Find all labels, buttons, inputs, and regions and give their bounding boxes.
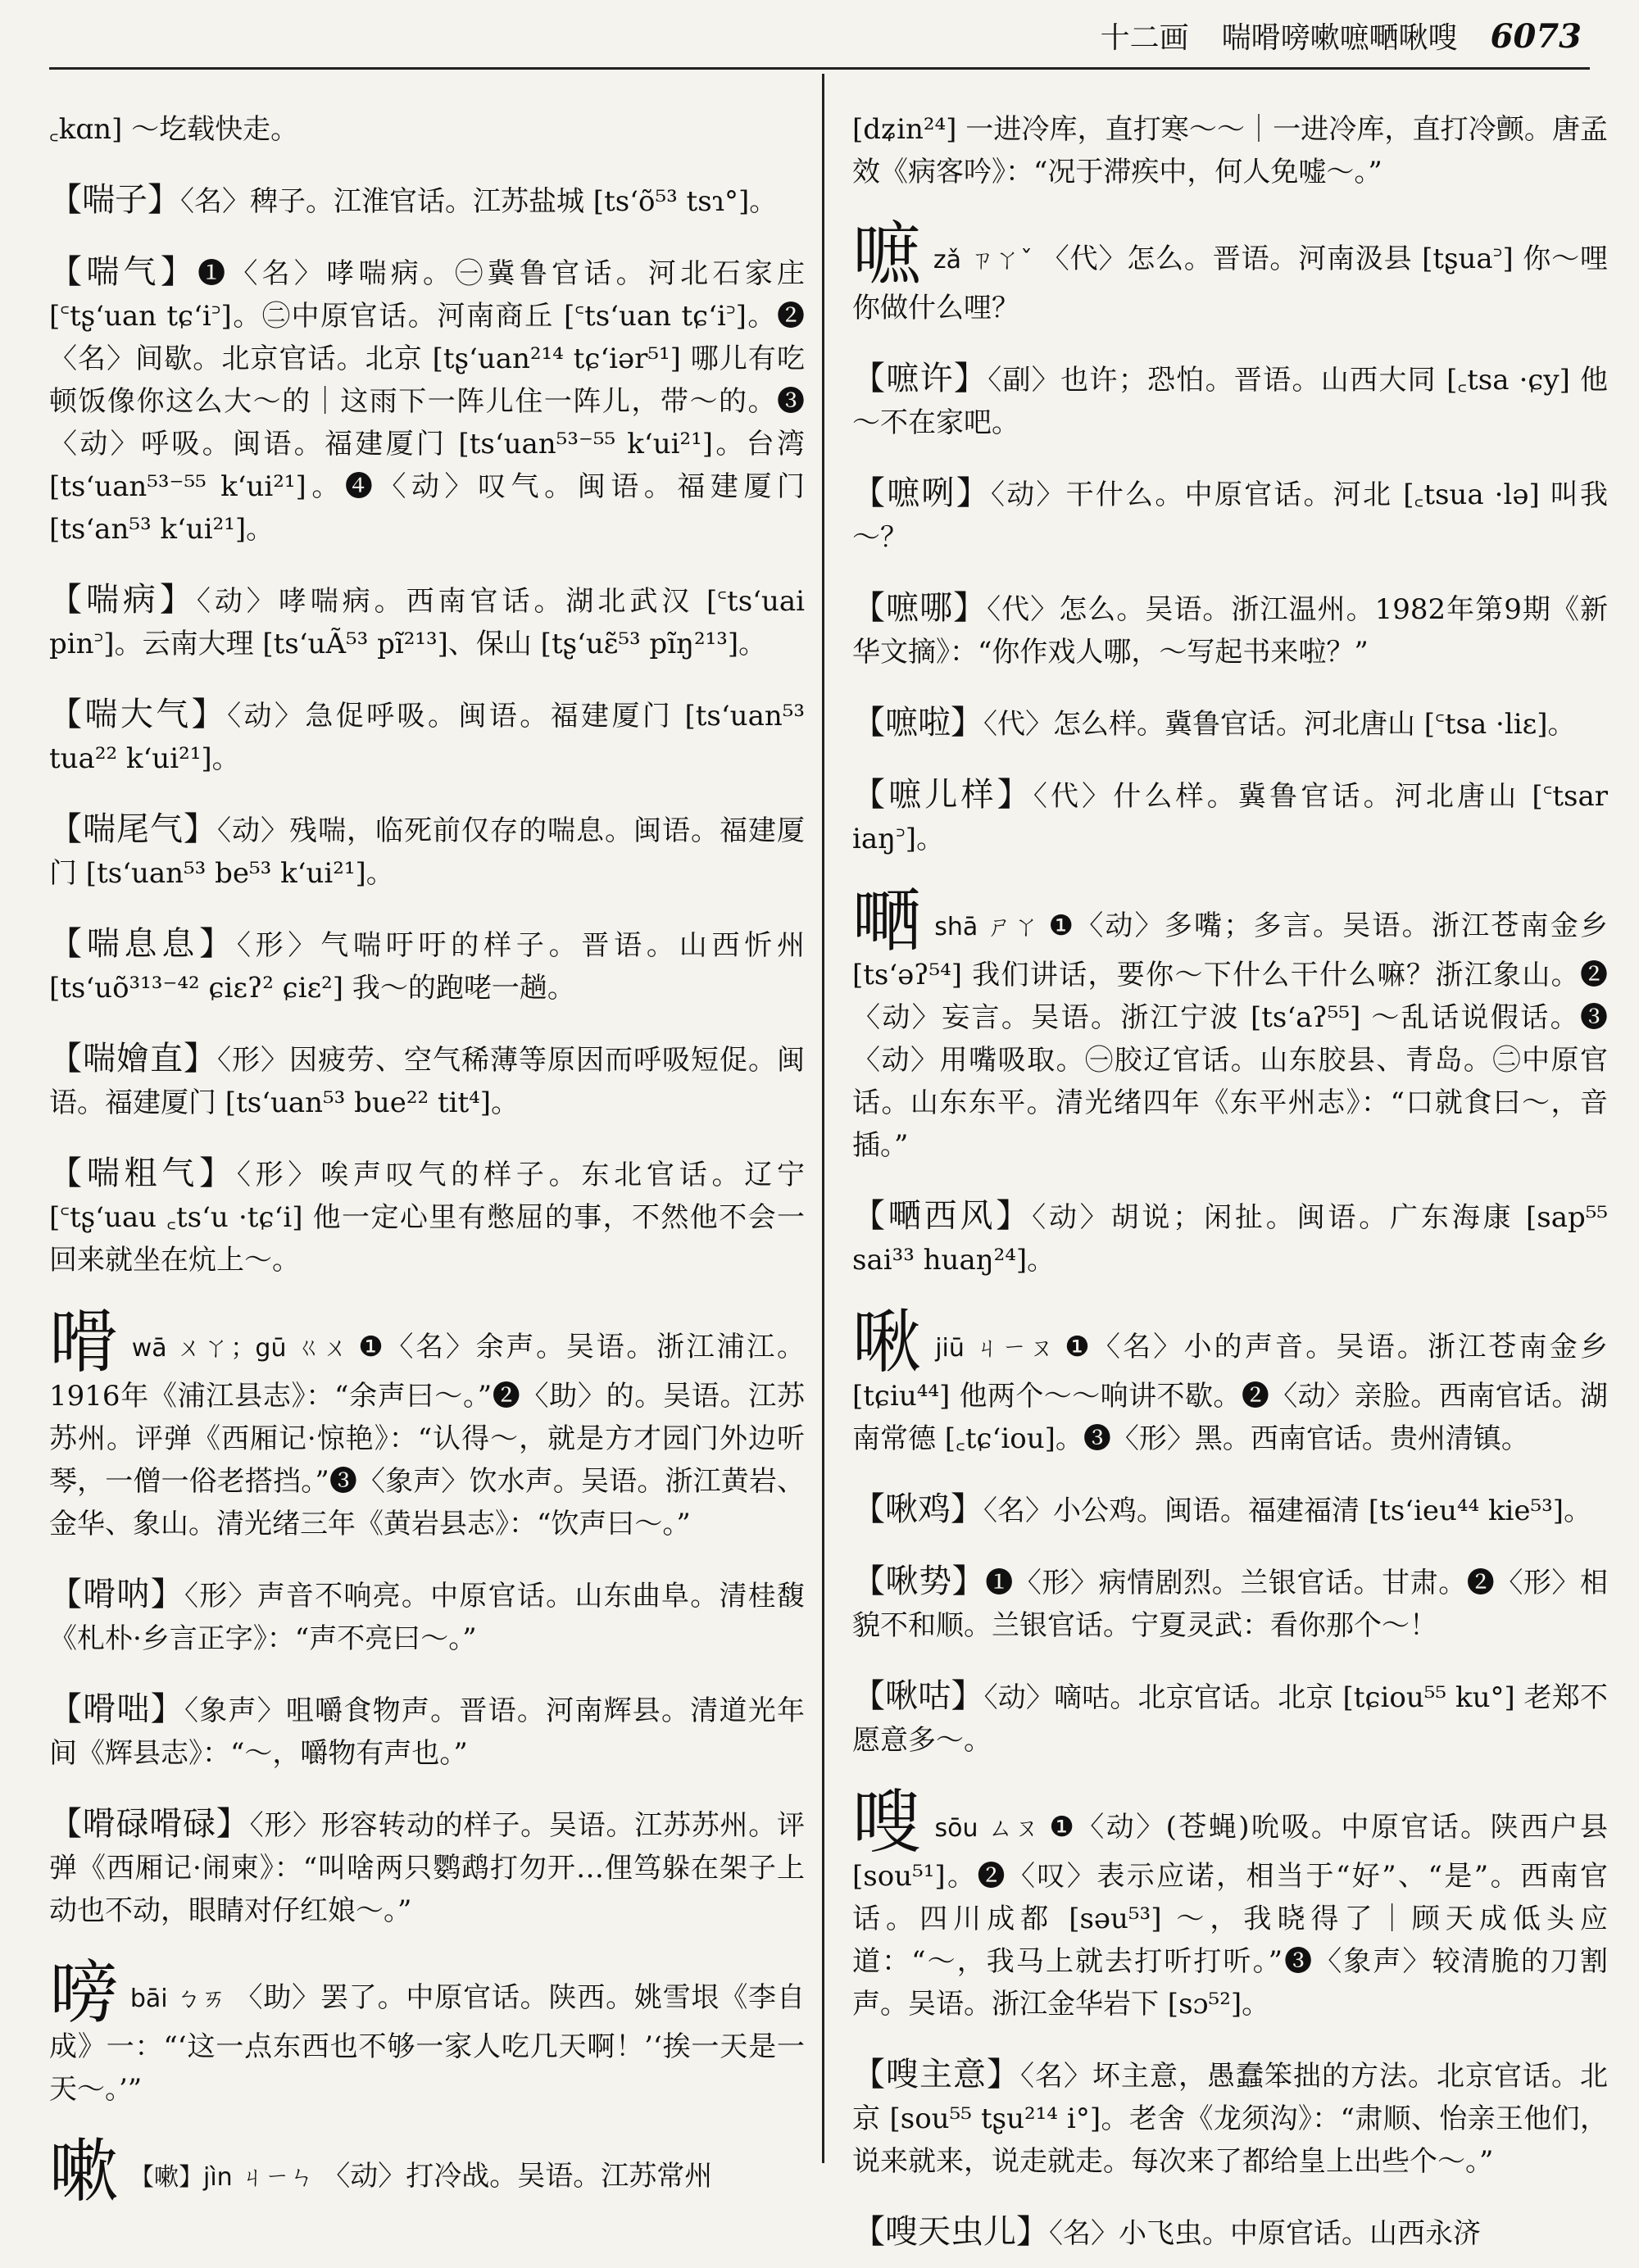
dictionary-entry: 【嗗呐】〈形〉声音不响亮。中原官话。山东曲阜。清桂馥《札朴·乡言正字》：“声不亮曰～。” [49, 1576, 806, 1655]
dictionary-entry: 【喘粗气】〈形〉唉声叹气的样子。东北官话。辽宁 [꜂tʂʻuau ꜀tsʻu ·tɕʻi] 他一定心里有憋屈的事，不然他不会一回来就坐在炕上～。 [49, 1154, 806, 1277]
dictionary-entry: 【嗻哪】〈代〉怎么。吴语。浙江温州。1982年第9期《新华文摘》：“你作戏人哪，～写起书来啦？” [852, 589, 1608, 669]
right-column [852, 79, 1608, 2268]
dictionary-entry: 【喘子】〈名〉稗子。江淮官话。江苏盐城 [tsʻõ⁵³ tsɿ°]。 [49, 181, 778, 219]
stroke-count: 十二画 [1100, 21, 1189, 55]
dictionary-entry: 【嗗咄】〈象声〉咀嚼食物声。晋语。河南辉县。清道光年间《辉县志》：“～，嚼物有声也。” [49, 1690, 806, 1770]
head-character-entry: 啾jiū ㄐㄧㄡ ❶〈名〉小的声音。吴语。浙江苍南金乡 [tɕiu⁴⁴] 他两个～～响讲不歇。❷〈动〉亲脸。西南官话。湖南常德 [꜀tɕʻiou]。❸〈形〉黑。西南官话。贵州清镇。 [852, 1302, 1608, 1455]
dictionary-entry: 【喘嬒直】〈形〉因疲劳、空气稀薄等原因而呼吸短促。闽语。福建厦门 [tsʻuan⁵³ bue²² tit⁴]。 [49, 1040, 805, 1119]
left-column [49, 79, 805, 2217]
dictionary-entry: 【嗻啦】〈代〉怎么样。冀鲁官话。河北唐山 [꜂tsa ·liɛ]。 [852, 704, 1576, 742]
head-character-entry: 嗮shā ㄕㄚ ❶〈动〉多嘴；多言。吴语。浙江苍南金乡 [tsʻəʔ⁵⁴] 我们讲话，要你～下什么干什么嘛？浙江象山。❷〈动〉妄言。吴语。浙江宁波 [tsʻaʔ⁵⁵] ～乱话说假话。❸〈动〉用嘴吸取。㊀胶辽官话。山东胶县、青岛。㊁中原官话。山东东平。清光绪四年《东平州志》：“口就食曰～，音插。” [852, 881, 1608, 1162]
page-number: 6073 [1490, 17, 1582, 56]
head-character-entry: 嗙bāi ㄅㄞ 〈助〉罢了。中原官话。陕西。姚雪垠《李自成》一：“‘这一点东西也不够一家人吃几天啊！’‘挨一天是一天～。’” [49, 1953, 805, 2106]
dictionary-entry: ꜀kɑn] ～圪载快走。 [49, 113, 299, 146]
dictionary-entry: 【喘尾气】〈动〉残喘，临死前仅存的喘息。闽语。福建厦门 [tsʻuan⁵³ be⁵³ kʻui²¹]。 [49, 810, 805, 890]
dictionary-entry: [dʑin²⁴] 一进冷库，直打寒～～｜一进冷库，直打冷颤。唐孟效《病客吟》：“况于滞疾中，何人免嘘～。” [852, 113, 1608, 188]
head-character-entry: 嗗wā ㄨㄚ；gū ㄍㄨ ❶〈名〉余声。吴语。浙江浦江。1916年《浦江县志》：“余声曰～。”❷〈助〉的。吴语。江苏苏州。评弹《西厢记·惊艳》：“认得～，就是方才园门外边听琴，一僧一俗老搭挡。”❸〈象声〉饮水声。吴语。浙江黄岩、金华、象山。清光绪三年《黄岩县志》：“饮声曰～。” [49, 1302, 805, 1540]
dictionary-entry: 【啾鸡】〈名〉小公鸡。闽语。福建福清 [tsʻieu⁴⁴ kie⁵³]。 [852, 1490, 1592, 1528]
dictionary-entry: 【啾咕】〈动〉嘀咕。北京官话。北京 [tɕiou⁵⁵ ku°] 老郑不愿意多～。 [852, 1677, 1608, 1757]
head-character-entry: 嗻zǎ ㄗㄚˇ 〈代〉怎么。晋语。河南汲县 [tʂua꜄] 你～哩你做什么哩？ [852, 214, 1608, 324]
dictionary-entry: 【啾势】❶〈形〉病情剧烈。兰银官话。甘肃。❷〈形〉相貌不和顺。兰银官话。宁夏灵武：看你那个～！ [852, 1563, 1609, 1642]
dictionary-entry: 【嗖天虫儿】〈名〉小飞虫。中原官话。山西永济 [852, 2213, 1481, 2251]
column-divider [822, 74, 824, 2163]
dictionary-entry: 【嗮西风】〈动〉胡说；闲扯。闽语。广东海康 [sap⁵⁵ sai³³ huaŋ²⁴]。 [852, 1197, 1608, 1277]
head-character-entry: 嗽 【嗽】jìn ㄐㄧㄣ 〈动〉打冷战。吴语。江苏常州 [49, 2131, 713, 2211]
dictionary-entry: 【嗻咧】〈动〉干什么。中原官话。河北 [꜀tsua ·lə] 叫我～？ [852, 474, 1608, 554]
dictionary-entry: 【喘息息】〈形〉气喘吁吁的样子。晋语。山西忻州 [tsʻuõ³¹³⁻⁴² ɕiɛʔ² ɕiɛ²] 我～的跑咾一趟。 [49, 925, 806, 1005]
header-characters: 喘嗗嗙嗽嗻嗮啾嗖 [1221, 21, 1458, 55]
dictionary-entry: 【嗗碌嗗碌】〈形〉形容转动的样子。吴语。江苏苏州。评弹《西厢记·闹柬》：“叫啥两只鹦鹉打勿开…俚笃躲在架子上动也不动，眼睛对仔红娘～。” [49, 1805, 806, 1927]
header-rule [49, 67, 1590, 70]
dictionary-entry: 【嗖主意】〈名〉坏主意，愚蠢笨拙的方法。北京官话。北京 [sou⁵⁵ tʂu²¹⁴ i°]。老舍《龙须沟》：“肃顺、怡亲王他们，说来就来，说走就走。每次来了都给皇上出些个～。” [852, 2056, 1608, 2178]
head-character-entry: 嗖sōu ㄙㄡ ❶〈动〉(苍蝇)吮吸。中原官话。陕西户县 [sou⁵¹]。❷〈叹〉表示应诺，相当于“好”、“是”。西南官话。四川成都 [səu⁵³] ～，我晓得了｜顾天成低头应道：“～，我马上就去打听打听。”❸〈象声〉较清脆的刀割声。吴语。浙江金华岩下 [sɔ⁵²]。 [852, 1782, 1608, 2021]
dictionary-entry: 【喘大气】〈动〉急促呼吸。闽语。福建厦门 [tsʻuan⁵³ tua²² kʻui²¹]。 [49, 696, 806, 775]
dictionary-entry: 【喘病】〈动〉哮喘病。西南官话。湖北武汉 [꜂tsʻuai pin꜄]。云南大理 [tsʻuÃ⁵³ pĩ²¹³]、保山 [tʂʻuɛ̃⁵³ pĩŋ²¹³]。 [49, 581, 806, 660]
dictionary-entry: 【嗻儿样】〈代〉什么样。冀鲁官话。河北唐山 [꜂tsar iaŋ꜄]。 [852, 776, 1608, 855]
dictionary-entry: 【嗻许】〈副〉也许；恐怕。晋语。山西大同 [꜀tsa ·ɕy] 他～不在家吧。 [852, 360, 1609, 439]
dictionary-entry: 【喘气】❶〈名〉哮喘病。㊀冀鲁官话。河北石家庄 [꜂tʂʻuan tɕʻi꜄]。㊁中原官话。河南商丘 [꜂tsʻuan tɕʻi꜄]。❷〈名〉间歇。北京官话。北京 [tʂʻuan²¹⁴ tɕʻiər⁵¹] 哪儿有吃顿饭像你这么大～的｜这雨下一阵儿住一阵儿，带～的。❸〈动〉呼吸。闽语。福建厦门 [tsʻuan⁵³⁻⁵⁵ kʻui²¹]。台湾 [tsʻuan⁵³⁻⁵⁵ kʻui²¹]。❹〈动〉叹气。闽语。福建厦门 [tsʻan⁵³ kʻui²¹]。 [49, 253, 806, 546]
page-header [1101, 15, 1582, 64]
